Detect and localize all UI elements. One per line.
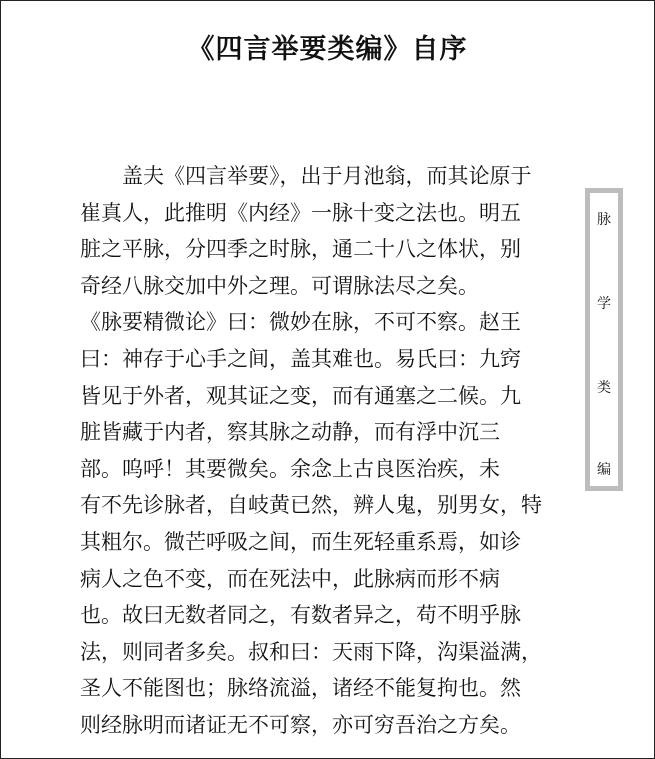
text-line: 奇经八脉交加中外之理。可谓脉法尽之矣。	[80, 273, 479, 298]
text-line: 盖夫《四言举要》，出于月池翁，而其论原于	[122, 164, 532, 188]
text-line: 病人之色不变，而在死法中，此脉病而形不病	[80, 566, 500, 591]
side-tab-char: 学	[597, 296, 611, 312]
side-tab	[585, 188, 623, 491]
text-line: 其粗尔。微芒呼吸之间，而生死轻重系焉，如诊	[80, 529, 521, 554]
text-line: 脏之平脉，分四季之时脉，通二十八之体状，别	[80, 237, 521, 262]
side-tab-char: 编	[597, 462, 611, 478]
side-tab-char: 类	[597, 380, 611, 396]
preface-body	[80, 158, 580, 744]
text-line: 《脉要精微论》曰：微妙在脉，不可不察。赵王	[80, 310, 521, 335]
text-line: 也。故曰无数者同之，有数者异之，苟不明乎脉	[80, 603, 521, 628]
text-line: 脏皆藏于内者，察其脉之动静，而有浮中沉三	[80, 420, 500, 445]
text-line: 部。呜呼！其要微矣。余念上古良医治疾，未	[80, 456, 500, 481]
text-line: 崔真人，此推明《内经》一脉十变之法也。明五	[80, 200, 521, 225]
page-title: 《四言举要类编》自序	[187, 34, 468, 65]
text-line: 有不先诊脉者，自岐黄已然，辨人鬼，别男女，特	[80, 493, 542, 518]
text-line: 法，则同者多矣。叔和曰：天雨下降，沟渠溢满，	[80, 639, 542, 664]
text-line: 皆见于外者，观其证之变，而有通塞之二候。九	[80, 383, 521, 408]
side-tab-char: 脉	[597, 212, 611, 228]
text-line: 圣人不能图也；脉络流溢，诸经不能复拘也。然	[80, 676, 521, 701]
text-line: 曰：神存于心手之间，盖其难也。易氏曰：九窍	[80, 346, 521, 371]
text-line: 则经脉明而诸证无不可察，亦可穷吾治之方矣。	[80, 712, 521, 737]
